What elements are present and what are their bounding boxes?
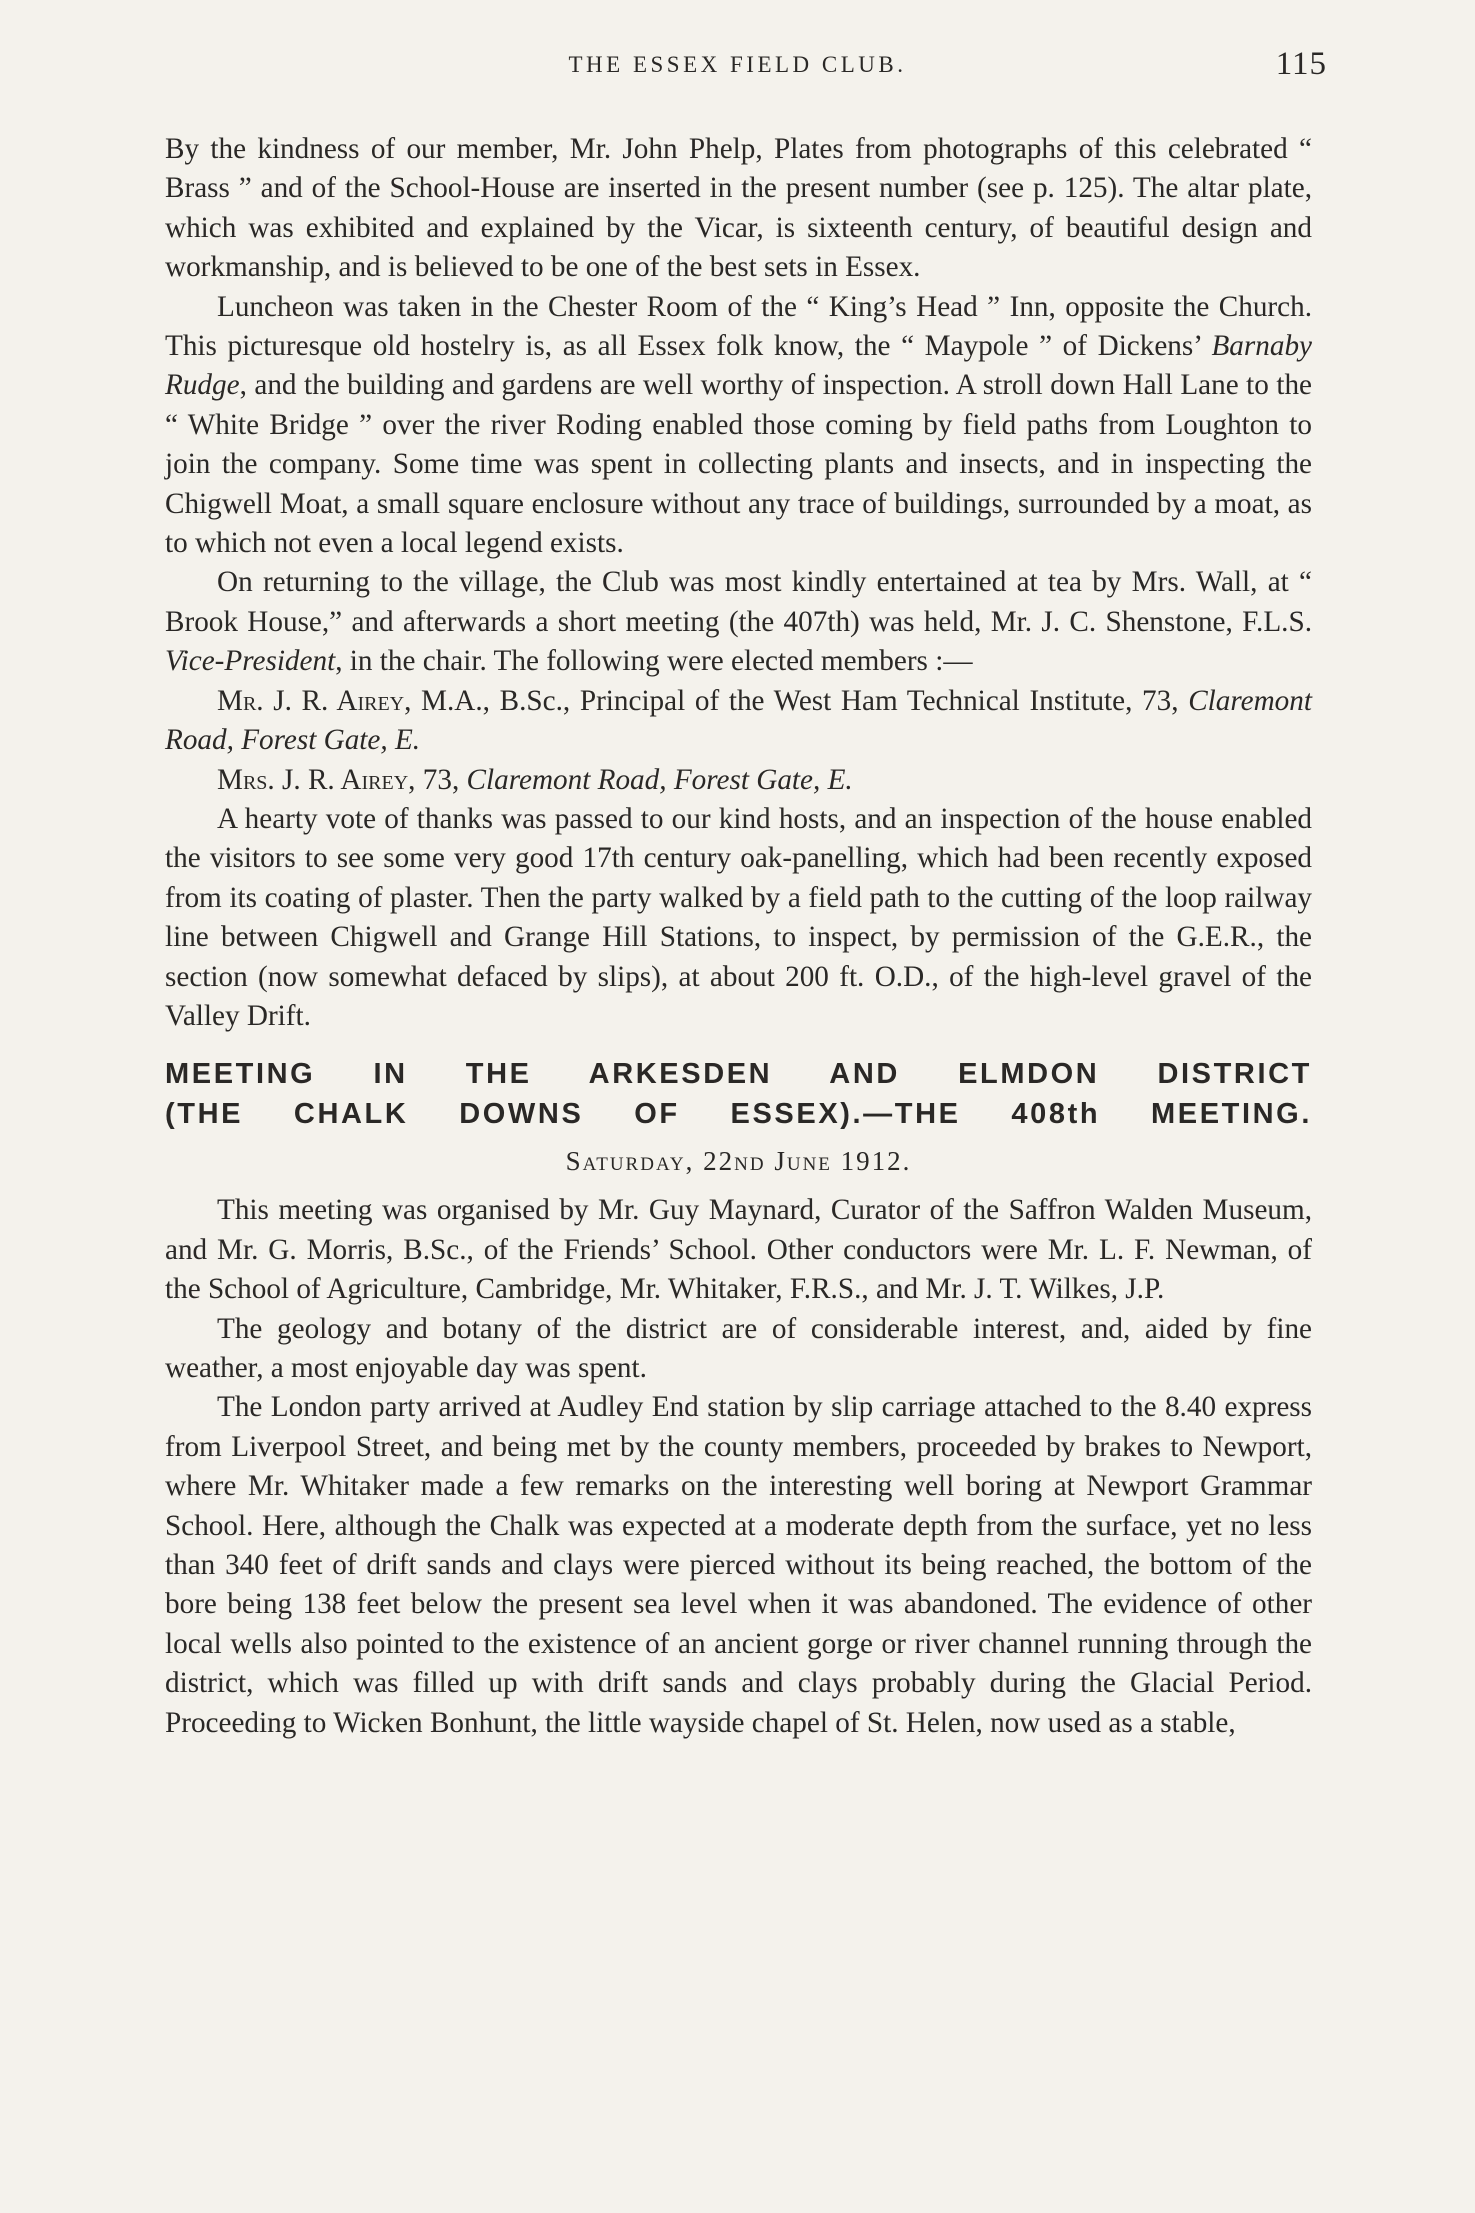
vice-president-title: Vice-President bbox=[165, 645, 336, 678]
member-honorific: Mr. bbox=[217, 684, 264, 717]
section-heading-line-1: MEETING IN THE ARKESDEN AND ELMDON DISTRICT bbox=[165, 1058, 1312, 1091]
new-member-entry bbox=[165, 761, 1312, 800]
meeting-date: Saturday, 22nd June 1912. bbox=[565, 1146, 912, 1177]
page-number: 115 bbox=[1275, 46, 1327, 82]
paragraph-luncheon bbox=[165, 288, 1312, 564]
paragraph-brass-plates: By the kindness of our member, Mr. John Phelp, Plates from photographs of this celebrated “ Brass ” and of the School-House are inserted in the present number (see p. 125). The altar plate, which was exhibited and explained by the Vicar, is sixteenth century, of beautiful design and workmanship, and is believed to be one of the best sets in Essex. bbox=[165, 133, 1312, 284]
running-title: THE ESSEX FIELD CLUB. bbox=[568, 52, 907, 77]
paragraph-organisers: This meeting was organised by Mr. Guy Maynard, Curator of the Saffron Walden Museum, and Mr. G. Morris, B.Sc., of the Friends’ School. Other conductors were Mr. L. F. Newman, of the School of Agriculture, Cambridge, Mr. Whitaker, F.R.S., and Mr. J. T. Wilkes, J.P. bbox=[165, 1194, 1312, 1306]
paragraph-geology-botany: The geology and botany of the district are of considerable interest, and, aided by fine weather, a most enjoyable day was spent. bbox=[165, 1312, 1312, 1384]
paragraph-tea-part-a: On returning to the village, the Club was most kindly entertained at tea by Mrs. Wall, at “ Brook House,” and afterwards a short meeting (the 407th) was held, Mr. J. C. Shenstone, F.L.S. bbox=[165, 566, 1312, 638]
paragraph-vote-of-thanks: A hearty vote of thanks was passed to our kind hosts, and an inspection of the house enabled the visitors to see some very good 17th century oak-panelling, which had been recently exposed from its coating of plaster. Then the party walked by a field path to the cutting of the loop railway line between Chigwell and Grange Hill Stations, to inspect, by permission of the G.E.R., the section (now somewhat defaced by slips), at about 200 ft. O.D., of the high-level gravel of the Valley Drift. bbox=[165, 802, 1312, 1032]
paragraph-london-party: The London party arrived at Audley End station by slip carriage attached to the 8.40 express from Liverpool Street, and being met by the county members, proceeded by brakes to Newport, where Mr. Whitaker made a few remarks on the interesting well boring at Newport Grammar School. Here, although the Chalk was expected at a moderate depth from the surface, yet no less than 340 feet of drift sands and clays were pierced without its being reached, the bottom of the bore being 138 feet below the present sea level when it was abandoned. The evidence of other local wells also pointed to the existence of an ancient gorge or river channel running through the district, which was filled up with drift sands and clays probably during the Glacial Period. Proceeding to Wicken Bonhunt, the little wayside chapel of St. Helen, now used as a stable, bbox=[165, 1391, 1312, 1739]
member-honorific: Mrs. bbox=[217, 763, 275, 796]
member-details: , M.A., B.Sc., Principal of the West Ham Technical Institute, 73, bbox=[404, 684, 1189, 717]
paragraph-tea-part-b: , in the chair. The following were elected members :— bbox=[335, 645, 973, 678]
member-name: J. R. Airey bbox=[282, 763, 409, 796]
member-address: Claremont Road, Forest Gate, E. bbox=[466, 763, 853, 796]
running-head bbox=[0, 46, 1475, 86]
section-heading-line-2: (THE CHALK DOWNS OF ESSEX).—THE 408th MEETING. bbox=[165, 1098, 1312, 1131]
new-member-entry bbox=[165, 682, 1312, 761]
member-address: Claremont Road, Forest Gate, E. bbox=[165, 684, 1312, 757]
member-name: J. R. Airey bbox=[273, 684, 405, 717]
paragraph-tea-meeting bbox=[165, 563, 1312, 681]
body-text bbox=[165, 130, 1312, 1743]
section-heading bbox=[165, 1054, 1312, 1134]
paragraph-luncheon-part-a: Luncheon was taken in the Chester Room of the “ King’s Head ” Inn, opposite the Church. This picturesque old hostelry is, as all Essex folk know, the “ Maypole ” of Dickens’ bbox=[165, 290, 1312, 363]
book-title-barnaby-rudge: Barnaby Rudge bbox=[165, 330, 1312, 402]
paragraph-luncheon-part-b: , and the building and gardens are well worthy of inspection. A stroll down Hall Lane to the “ White Bridge ” over the river Roding enabled those coming by field paths from Loughton to join the company. Some time was spent in collecting plants and insects, and in inspecting the Chigwell Moat, a small square enclosure without any trace of buildings, surrounded by a moat, as to which not even a local legend exists. bbox=[165, 369, 1312, 560]
member-details: , 73, bbox=[408, 763, 467, 796]
